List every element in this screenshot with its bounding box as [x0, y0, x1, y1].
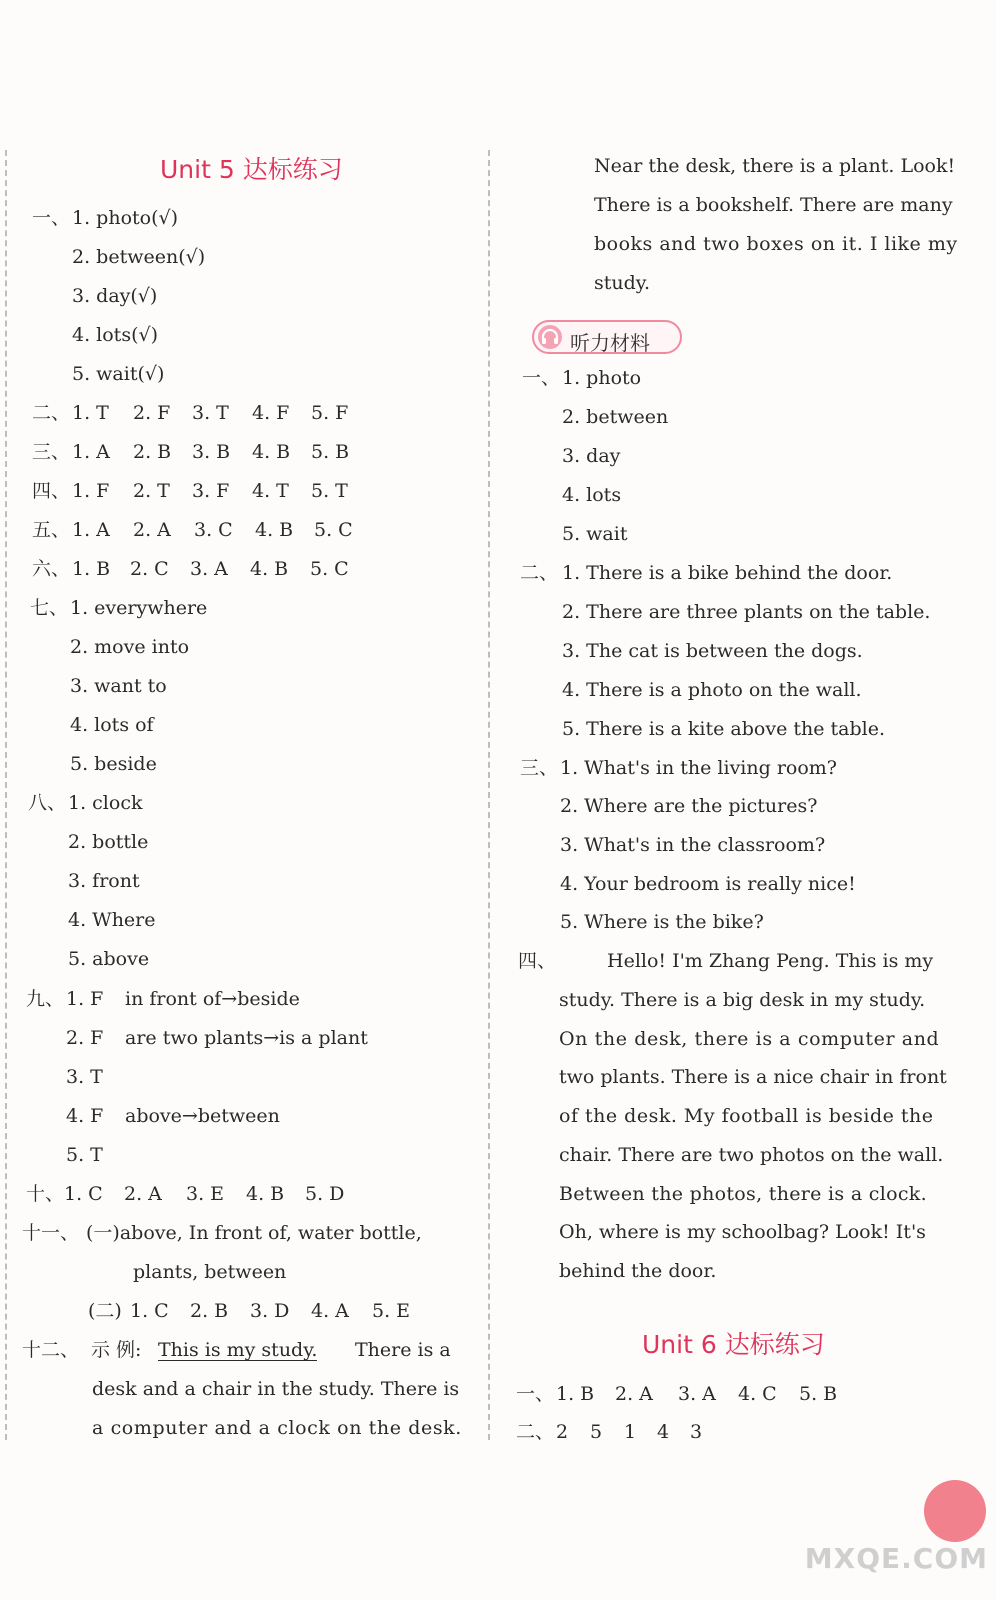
passage-line: Near the desk, there is a plant. Look!	[594, 155, 956, 177]
watermark-text: MXQE.COM	[804, 1542, 988, 1575]
answer: 2. B	[190, 1300, 229, 1322]
answer: 5. F	[311, 402, 349, 424]
list-item: 3. What's in the classroom?	[560, 834, 826, 856]
passage-line: Oh, where is my schoolbag? Look! It's	[559, 1221, 926, 1243]
left-s3-mark: 三、	[32, 441, 71, 463]
list-item: 4. lots(√)	[72, 324, 159, 346]
answer: 5. C	[310, 558, 349, 580]
left-s10-mark: 十、	[26, 1183, 65, 1205]
list-item: 5. beside	[70, 753, 157, 775]
list-item: 5. There is a kite above the table.	[562, 718, 886, 740]
answer-line: (一)above, In front of, water bottle,	[86, 1222, 422, 1244]
answer: 1. B	[72, 558, 111, 580]
list-item: 3. want to	[70, 675, 167, 697]
passage-line: behind the door.	[559, 1260, 717, 1282]
passage-line: On the desk, there is a computer and	[559, 1028, 940, 1050]
list-item: 2. bottle	[68, 831, 149, 853]
passage-line: of the desk. My football is beside the	[559, 1105, 934, 1127]
answer: 2. F	[133, 402, 171, 424]
answer: 5. C	[314, 519, 353, 541]
list-item: 4. Where	[68, 909, 156, 931]
list-item: 1. There is a bike behind the door.	[562, 562, 893, 584]
example-text: There is a	[355, 1339, 451, 1361]
left-s9-mark: 九、	[26, 988, 65, 1010]
answer: 2. C	[130, 558, 169, 580]
answer: 1. B	[556, 1383, 595, 1405]
left-s7-mark: 七、	[30, 597, 69, 619]
column-divider	[488, 150, 490, 1440]
answer: 5. B	[311, 441, 350, 463]
answer: 1	[624, 1421, 637, 1443]
passage-line: Between the photos, there is a clock.	[559, 1183, 927, 1205]
answer: 2. B	[133, 441, 172, 463]
answer: 5. T	[311, 480, 348, 502]
left-s1-mark: 一、	[32, 207, 71, 229]
answer: 5. B	[799, 1383, 838, 1405]
list-item: 4. Your bedroom is really nice!	[560, 873, 856, 895]
answer: 3. T	[66, 1066, 103, 1088]
answer: 4. B	[252, 441, 291, 463]
answer: 2. A	[133, 519, 171, 541]
watermark	[804, 1480, 996, 1600]
example-label: 示 例:	[91, 1339, 142, 1361]
list-item: 4. lots	[562, 484, 622, 506]
answer: 2. A	[615, 1383, 653, 1405]
list-item: 1. photo	[562, 367, 642, 389]
answer: 3. B	[192, 441, 231, 463]
list-item: 4. lots of	[70, 714, 154, 736]
right-s2-mark: 二、	[520, 562, 559, 584]
answer: 4. F	[252, 402, 290, 424]
example-line: desk and a chair in the study. There is	[92, 1378, 460, 1400]
headphone-icon	[538, 325, 562, 349]
answer: 1. F	[72, 480, 110, 502]
example-line: a computer and a clock on the desk.	[92, 1417, 462, 1439]
u6-s1-mark: 一、	[516, 1383, 555, 1405]
right-s3-mark: 三、	[520, 757, 559, 779]
right-s1-mark: 一、	[522, 367, 561, 389]
left-s5-mark: 五、	[32, 519, 71, 541]
list-item: 4. There is a photo on the wall.	[562, 679, 862, 701]
left-margin-divider	[5, 150, 7, 1440]
answer: 1. A	[72, 519, 110, 541]
answer: 1. T	[72, 402, 109, 424]
left-s12-mark: 十二、	[22, 1339, 80, 1361]
list-item: 5. above	[68, 948, 150, 970]
unit6-title: Unit 6 达标练习	[642, 1330, 825, 1359]
list-item: 3. front	[68, 870, 140, 892]
correction: are two plants→is a plant	[125, 1027, 368, 1049]
passage-line: books and two boxes on it. I like my	[594, 233, 958, 255]
answer: 5. E	[372, 1300, 411, 1322]
answer: 2. F	[66, 1027, 104, 1049]
list-item: 5. wait(√)	[72, 363, 165, 385]
answer: 4. A	[311, 1300, 349, 1322]
answer: 1. F	[66, 988, 104, 1010]
answer: 4. B	[246, 1183, 285, 1205]
answer: 2	[556, 1421, 569, 1443]
list-item: 2. There are three plants on the table.	[562, 601, 931, 623]
correction: in front of→beside	[125, 988, 300, 1010]
answer: 3. T	[192, 402, 229, 424]
passage-line: study.	[594, 272, 651, 294]
answer: 3. A	[678, 1383, 716, 1405]
answer: 1. A	[72, 441, 110, 463]
answer: 3. C	[194, 519, 233, 541]
answer: 3. F	[192, 480, 230, 502]
watermark-logo-icon	[924, 1480, 986, 1542]
example-text	[92, 1380, 460, 1399]
passage-line: study. There is a big desk in my study.	[559, 989, 926, 1011]
list-item: 1. everywhere	[70, 597, 208, 619]
answer: 3	[690, 1421, 703, 1443]
answer: 2. A	[124, 1183, 162, 1205]
example-underlined: This is my study.	[158, 1339, 318, 1361]
answer: 5. D	[305, 1183, 345, 1205]
answer-line: plants, between	[133, 1261, 287, 1283]
list-item: 2. between(√)	[72, 246, 206, 268]
passage-line: chair. There are two photos on the wall.	[559, 1144, 944, 1166]
left-s4-mark: 四、	[32, 480, 71, 502]
left-s2-mark: 二、	[32, 402, 71, 424]
answer: 4. B	[255, 519, 294, 541]
correction: above→between	[125, 1105, 280, 1127]
left-s8-mark: 八、	[28, 792, 67, 814]
answer: 4. F	[66, 1105, 104, 1127]
answer: 1. C	[64, 1183, 103, 1205]
answer: 4. C	[738, 1383, 777, 1405]
answer: 2. T	[133, 480, 170, 502]
list-item: 3. The cat is between the dogs.	[562, 640, 863, 662]
u6-s2-mark: 二、	[516, 1421, 555, 1443]
answer: 3. D	[250, 1300, 290, 1322]
answer: 3. E	[186, 1183, 225, 1205]
list-item: 1. clock	[68, 792, 143, 814]
left-s11-mark: 十一、	[22, 1222, 80, 1244]
passage-line: two plants. There is a nice chair in front	[559, 1066, 947, 1088]
list-item: 2. Where are the pictures?	[560, 795, 818, 817]
part-label: (二)	[88, 1300, 122, 1322]
answer: 4. T	[252, 480, 289, 502]
right-s4-mark: 四、	[518, 950, 557, 972]
list-item: 3. day(√)	[72, 285, 158, 307]
unit5-title: Unit 5 达标练习	[160, 155, 343, 184]
answer: 3. A	[190, 558, 228, 580]
answer: 5. T	[66, 1144, 103, 1166]
passage-line: There is a bookshelf. There are many	[594, 194, 953, 216]
answer: 4. B	[250, 558, 289, 580]
answer: 4	[657, 1421, 670, 1443]
answer: 1. C	[130, 1300, 169, 1322]
list-item: 5. wait	[562, 523, 628, 545]
list-item: 2. move into	[70, 636, 190, 658]
list-item: 1. What's in the living room?	[560, 757, 837, 779]
left-s6-mark: 六、	[32, 558, 71, 580]
list-item: 5. Where is the bike?	[560, 911, 764, 933]
passage-line: Hello! I'm Zhang Peng. This is my	[607, 950, 934, 972]
list-item: 1. photo(√)	[72, 207, 179, 229]
listening-badge	[532, 320, 682, 354]
listening-badge-label: 听力材料	[570, 331, 650, 355]
answer: 5	[590, 1421, 603, 1443]
list-item: 2. between	[562, 406, 669, 428]
list-item: 3. day	[562, 445, 621, 467]
